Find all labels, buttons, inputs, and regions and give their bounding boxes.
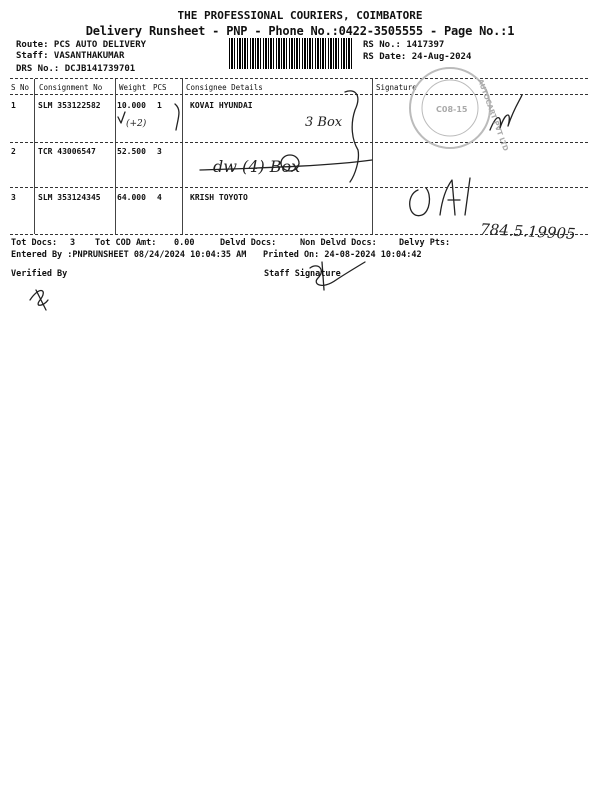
row2-weight: 52.500 (117, 147, 146, 156)
stamp-inner-text: C08-15 (436, 105, 468, 114)
tot-cod-value: 0.00 (174, 238, 195, 248)
row1-consignee-note: 3 Box (305, 115, 343, 130)
checkmark-icon (118, 112, 125, 123)
row1-pcs: 1 (157, 101, 162, 110)
rs-date: RS Date: 24-Aug-2024 (363, 52, 472, 62)
row2-consignment: TCR 43006547 (38, 147, 96, 156)
tot-docs-label: Tot Docs: (11, 238, 58, 248)
row3-consignment: SLM 353124345 (38, 193, 101, 202)
row3-sno: 3 (11, 193, 16, 202)
row1-weight-note: (+2) (126, 119, 147, 129)
verified-signature (30, 290, 48, 310)
runsheet-title: Delivery Runsheet - PNP - Phone No.:0422-3505555 - Page No.:1 (85, 24, 515, 38)
rs-number: RS No.: 1417397 (363, 40, 445, 50)
company-stamp (410, 68, 510, 152)
staff-signature-label: Staff Signature (264, 269, 341, 279)
col-pcs: PCS (153, 83, 167, 92)
row1-consignment: SLM 353122582 (38, 101, 101, 110)
row3-weight: 64.000 (117, 193, 146, 202)
row1-consignee: KOVAI HYUNDAI (190, 101, 253, 110)
entered-by: Entered By :PNPRUNSHEET 08/24/2024 10:04:35 AM (11, 250, 247, 260)
col-sno: S No (11, 83, 30, 92)
row1-weight: 10.000 (117, 101, 146, 110)
delvd-docs-label: Delvd Docs: (220, 238, 277, 248)
stamp-outer-text: AUTOCART PVT LTD (476, 77, 510, 153)
delvy-pts-label: Delvy Pts: (399, 238, 451, 248)
col-consignee: Consignee Details (186, 83, 263, 92)
printed-on: Printed On: 24-08-2024 10:04:42 (263, 250, 422, 260)
row3-signature (410, 178, 470, 216)
col-consignment: Consignment No (39, 83, 103, 92)
route-label: Route: PCS AUTO DELIVERY (16, 40, 147, 50)
staff-label: Staff: VASANTHAKUMAR (16, 51, 125, 61)
tot-cod-label: Tot COD Amt: (95, 238, 157, 248)
row3-pcs: 4 (157, 193, 162, 202)
row2-pcs: 3 (157, 147, 162, 156)
row2-consignee-note: dw (4) Box (213, 157, 301, 176)
non-delvd-docs-label: Non Delvd Docs: (300, 238, 377, 248)
row1-sno: 1 (11, 101, 16, 110)
verified-by-label: Verified By (11, 269, 68, 279)
flourish-mark (345, 91, 358, 182)
row3-signature-note: 784.5.19905 (479, 220, 577, 243)
brace-mark (175, 104, 179, 130)
company-title: THE PROFESSIONAL COURIERS, COIMBATORE (177, 9, 423, 22)
tot-docs-value: 3 (70, 238, 76, 248)
col-signature: Signature (376, 83, 417, 92)
row2-sno: 2 (11, 147, 16, 156)
drs-number: DRS No.: DCJB141739701 (16, 64, 136, 74)
row3-consignee: KRISH TOYOTO (190, 193, 248, 202)
col-weight: Weight (119, 83, 147, 92)
